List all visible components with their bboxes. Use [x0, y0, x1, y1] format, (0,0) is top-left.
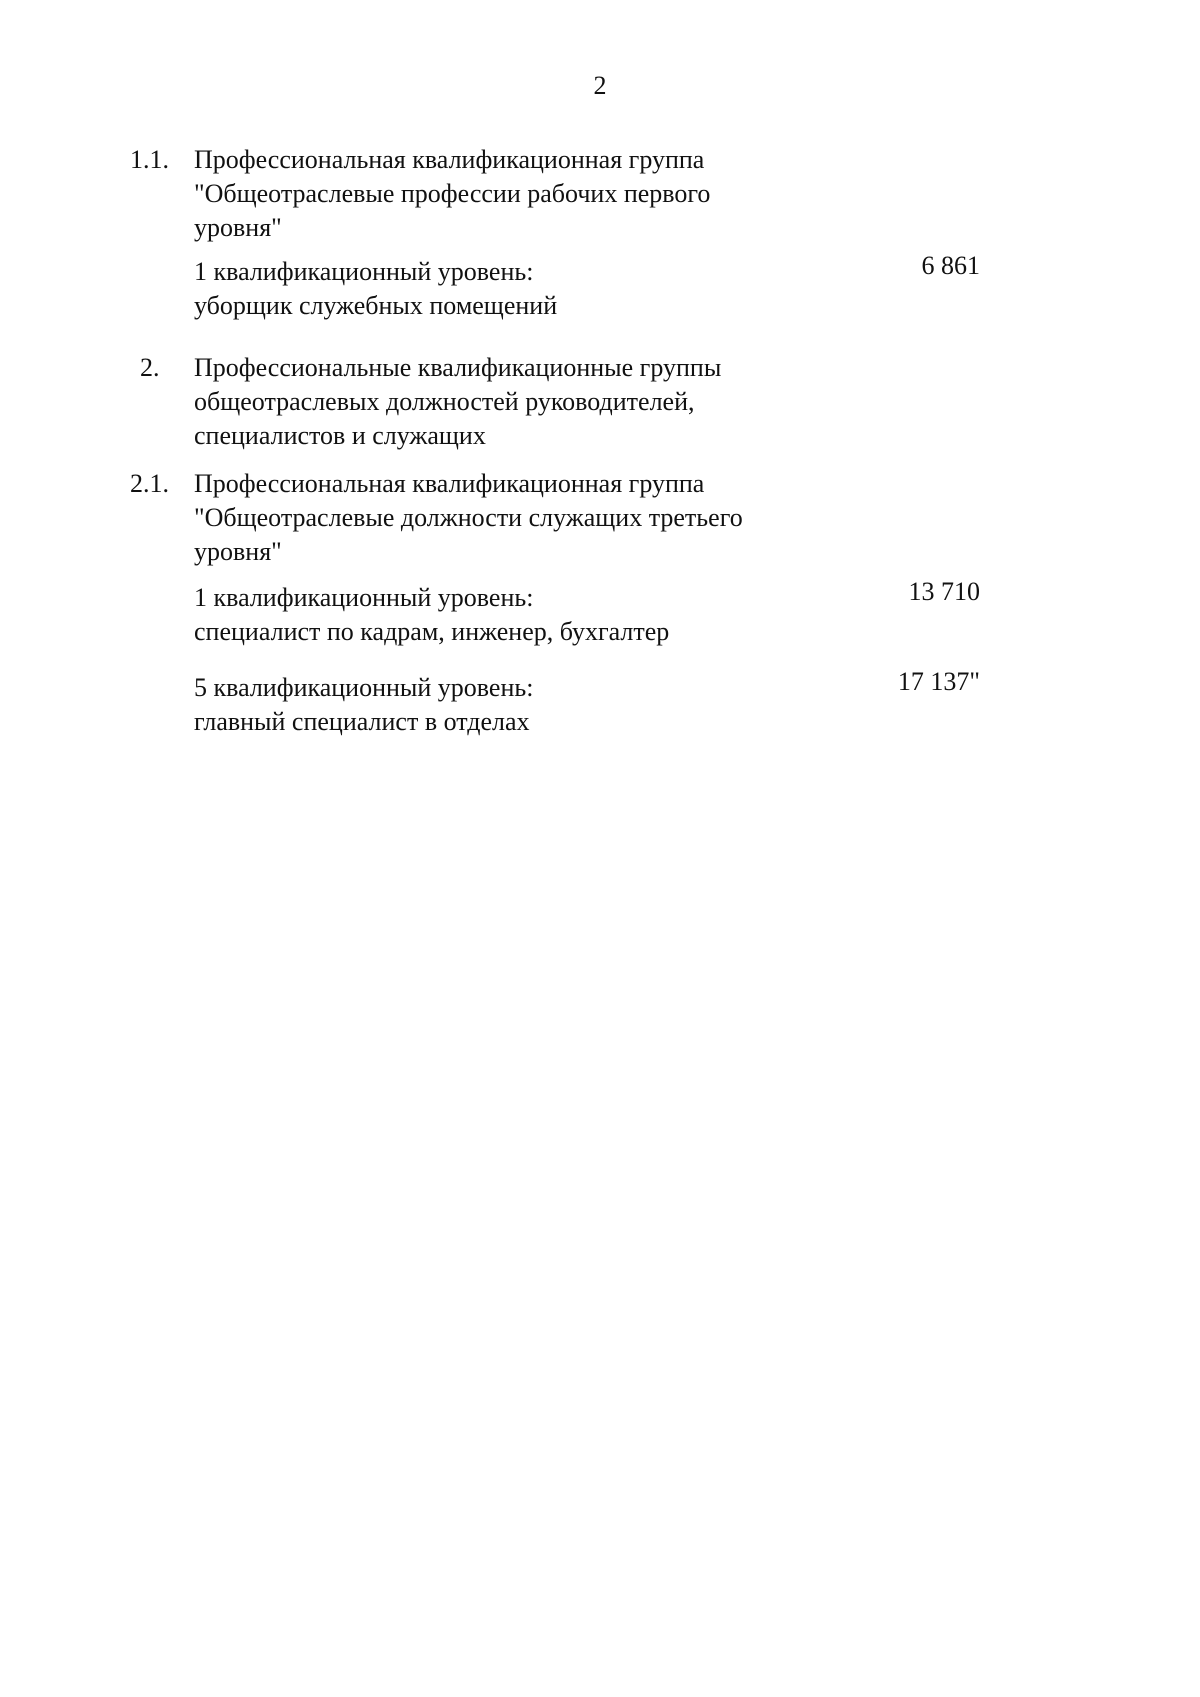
salary-value: 6 861 [921, 251, 980, 280]
text-line: "Общеотраслевые должности служащих третьего [194, 503, 743, 532]
section-number: 2. [140, 353, 160, 382]
text-line: специалистов и служащих [194, 421, 486, 450]
salary-value: 13 710 [908, 577, 980, 606]
page-number: 2 [593, 71, 607, 100]
text-line: 1 квалификационный уровень: [194, 583, 534, 612]
level-text [194, 581, 834, 649]
section-text [194, 467, 834, 569]
text-line: специалист по кадрам, инженер, бухгалтер [194, 617, 670, 646]
text-line: уровня" [194, 537, 282, 566]
text-line: Профессиональные квалификационные группы [194, 353, 722, 382]
level-text [194, 255, 834, 323]
text-line: 1 квалификационный уровень: [194, 257, 534, 286]
text-line: главный специалист в отделах [194, 707, 530, 736]
section-text [194, 143, 834, 245]
section-number: 1.1. [130, 145, 169, 174]
section-text [194, 351, 834, 453]
text-line: уборщик служебных помещений [194, 291, 558, 320]
level-text [194, 671, 834, 739]
text-line: уровня" [194, 213, 282, 242]
text-line: Профессиональная квалификационная группа [194, 145, 705, 174]
text-line: 5 квалификационный уровень: [194, 673, 534, 702]
section-number: 2.1. [130, 469, 169, 498]
salary-value: 17 137" [897, 667, 980, 696]
text-line: "Общеотраслевые профессии рабочих первого [194, 179, 711, 208]
text-line: общеотраслевых должностей руководителей, [194, 387, 695, 416]
text-line: Профессиональная квалификационная группа [194, 469, 705, 498]
